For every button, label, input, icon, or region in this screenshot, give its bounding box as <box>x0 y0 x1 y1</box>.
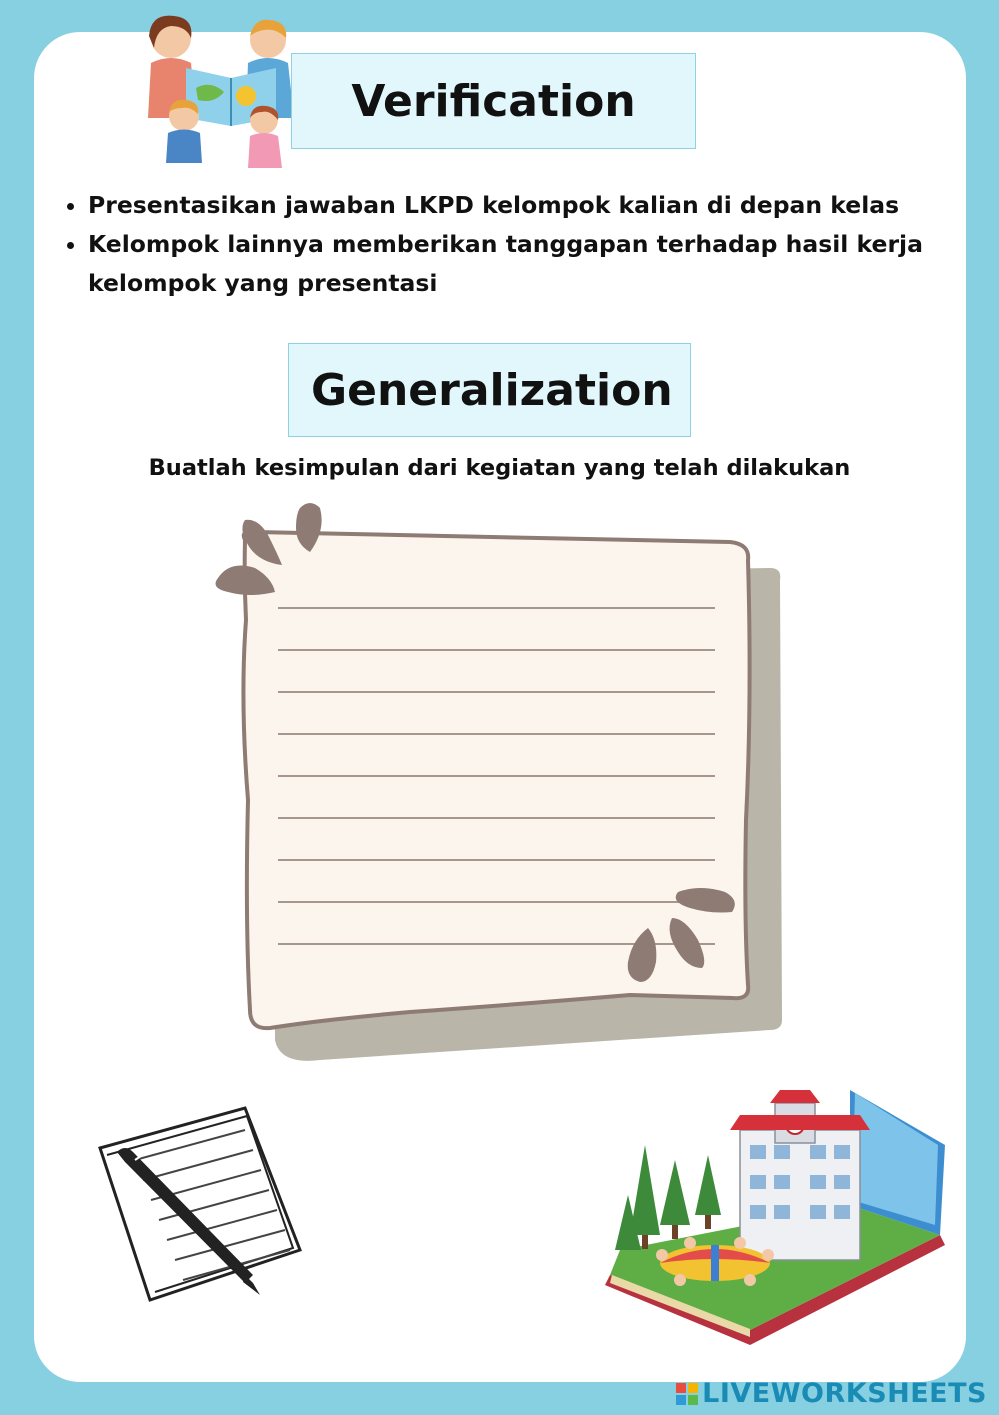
liveworksheets-logo[interactable] <box>676 1378 987 1409</box>
verification-title: Verification <box>351 75 636 127</box>
children-reading-book-illustration <box>136 8 311 173</box>
verification-title-box <box>291 53 696 149</box>
liveworksheets-brand: LIVEWORKSHEETS <box>702 1378 987 1409</box>
notebook-pen-icon <box>95 1100 310 1310</box>
verification-point: • Presentasikan jawaban LKPD kelompok kalian di depan kelas <box>88 186 988 225</box>
generalization-title: Generalization <box>311 364 673 416</box>
generalization-instruction: Buatlah kesimpulan dari kegiatan yang telah dilakukan <box>148 455 851 481</box>
liveworksheets-logo-icon <box>676 1383 698 1405</box>
verification-point: • Kelompok lainnya memberikan tanggapan terhadap hasil kerja kelompok yang presentasi <box>88 225 988 303</box>
verification-points <box>56 186 988 303</box>
note-sheet <box>243 532 749 1029</box>
generalization-title-box <box>288 343 691 437</box>
popup-book-school-illustration <box>600 1085 955 1350</box>
note-paper[interactable] <box>210 500 790 1070</box>
